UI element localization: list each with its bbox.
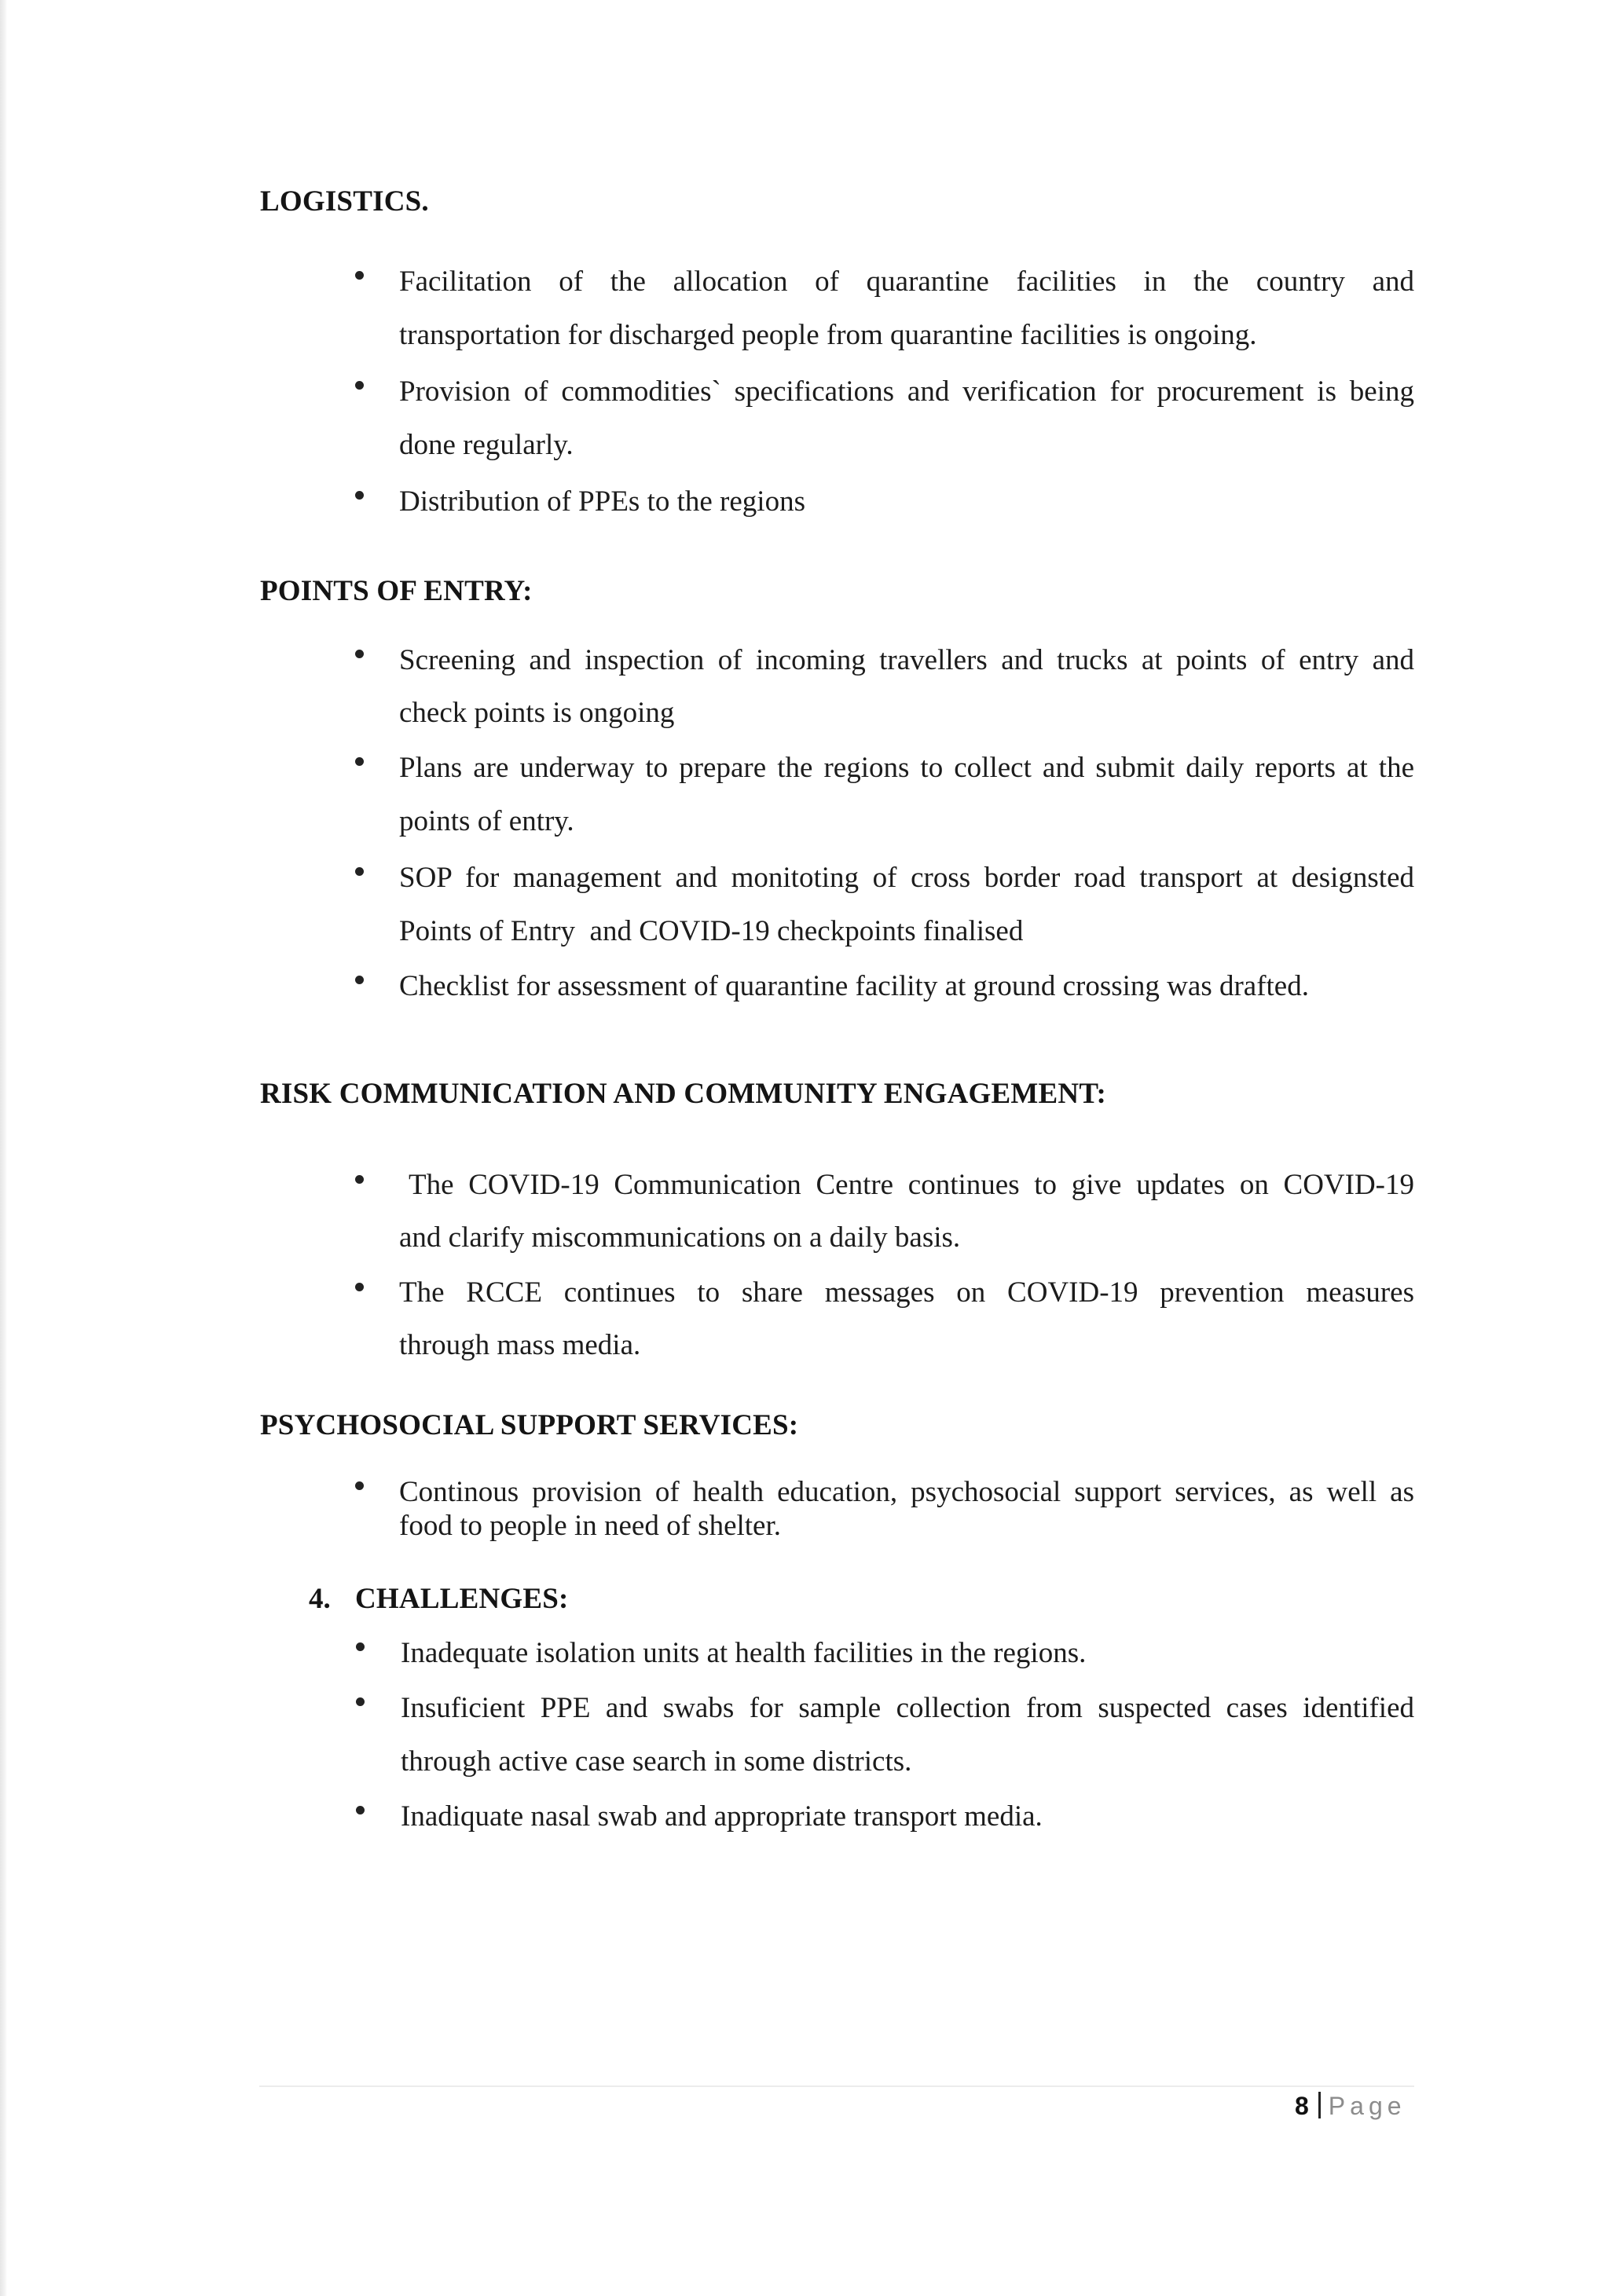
section-heading-risk-communication: RISK COMMUNICATION AND COMMUNITY ENGAGEMENT: (260, 1078, 1106, 1110)
list-item-line: Inadequate isolation units at health facilities in the regions. (401, 1637, 1087, 1669)
list-item-line: check points is ongoing (399, 697, 675, 729)
list-item-line: Facilitation of the allocation of quarantine facilities in the country and (399, 265, 1414, 298)
footer-divider (259, 2085, 1414, 2087)
list-item-line: Plans are underway to prepare the regions to collect and submit daily reports at the (399, 752, 1414, 784)
list-item-line: Distribution of PPEs to the regions (399, 485, 805, 518)
bullet-icon (356, 1642, 365, 1651)
list-item-line: Insuficient PPE and swabs for sample collection from suspected cases identified (401, 1692, 1414, 1724)
bullet-icon (356, 1806, 365, 1814)
section-heading-psychosocial-support: PSYCHOSOCIAL SUPPORT SERVICES: (260, 1409, 799, 1441)
list-item-line: and clarify miscommunications on a daily basis. (399, 1221, 961, 1254)
list-item-line: points of entry. (399, 805, 574, 837)
list-item-line: Inadiquate nasal swab and appropriate transport media. (401, 1800, 1043, 1833)
list-item-line: through mass media. (399, 1329, 641, 1361)
section-heading-logistics: LOGISTICS. (260, 185, 429, 218)
section-number: 4. (309, 1583, 331, 1615)
list-item-line: Checklist for assessment of quarantine facility at ground crossing was drafted. (399, 970, 1309, 1002)
bullet-icon (355, 1481, 364, 1490)
list-item-line: transportation for discharged people from quarantine facilities is ongoing. (399, 319, 1257, 351)
page-number-footer (1295, 2092, 1406, 2118)
list-item-line: food to people in need of shelter. (399, 1510, 782, 1542)
list-item-line: Points of Entry and COVID-19 checkpoints finalised (399, 915, 1024, 947)
bullet-icon (355, 867, 364, 876)
bullet-icon (355, 976, 364, 984)
page-number: 8 (1295, 2092, 1309, 2120)
bullet-icon (355, 1283, 364, 1291)
bullet-icon (355, 491, 364, 500)
list-item-line: Provision of commodities` specifications and verification for procurement is being (399, 375, 1414, 408)
bullet-icon (355, 757, 364, 766)
list-item-line: done regularly. (399, 429, 574, 461)
list-item-line: The COVID-19 Communication Centre continues to give updates on COVID-19 (409, 1169, 1414, 1201)
list-item-line: Continous provision of health education, psychosocial support services, as well as (399, 1476, 1414, 1508)
page-label: Page (1328, 2092, 1406, 2120)
footer-separator (1318, 2092, 1321, 2118)
bullet-icon (356, 1697, 365, 1706)
list-item-line: through active case search in some districts. (401, 1745, 912, 1778)
bullet-icon (355, 1175, 364, 1184)
scan-edge-shadow (0, 0, 7, 2296)
list-item-line: The RCCE continues to share messages on COVID-19 prevention measures (399, 1276, 1414, 1309)
section-heading-challenges: CHALLENGES: (355, 1583, 569, 1615)
bullet-icon (355, 271, 364, 280)
list-item-line: Screening and inspection of incoming travellers and trucks at points of entry and (399, 644, 1414, 676)
section-heading-points-of-entry: POINTS OF ENTRY: (260, 575, 533, 607)
bullet-icon (355, 381, 364, 390)
list-item-line: SOP for management and monitoting of cross border road transport at designsted (399, 862, 1414, 894)
bullet-icon (355, 650, 364, 658)
